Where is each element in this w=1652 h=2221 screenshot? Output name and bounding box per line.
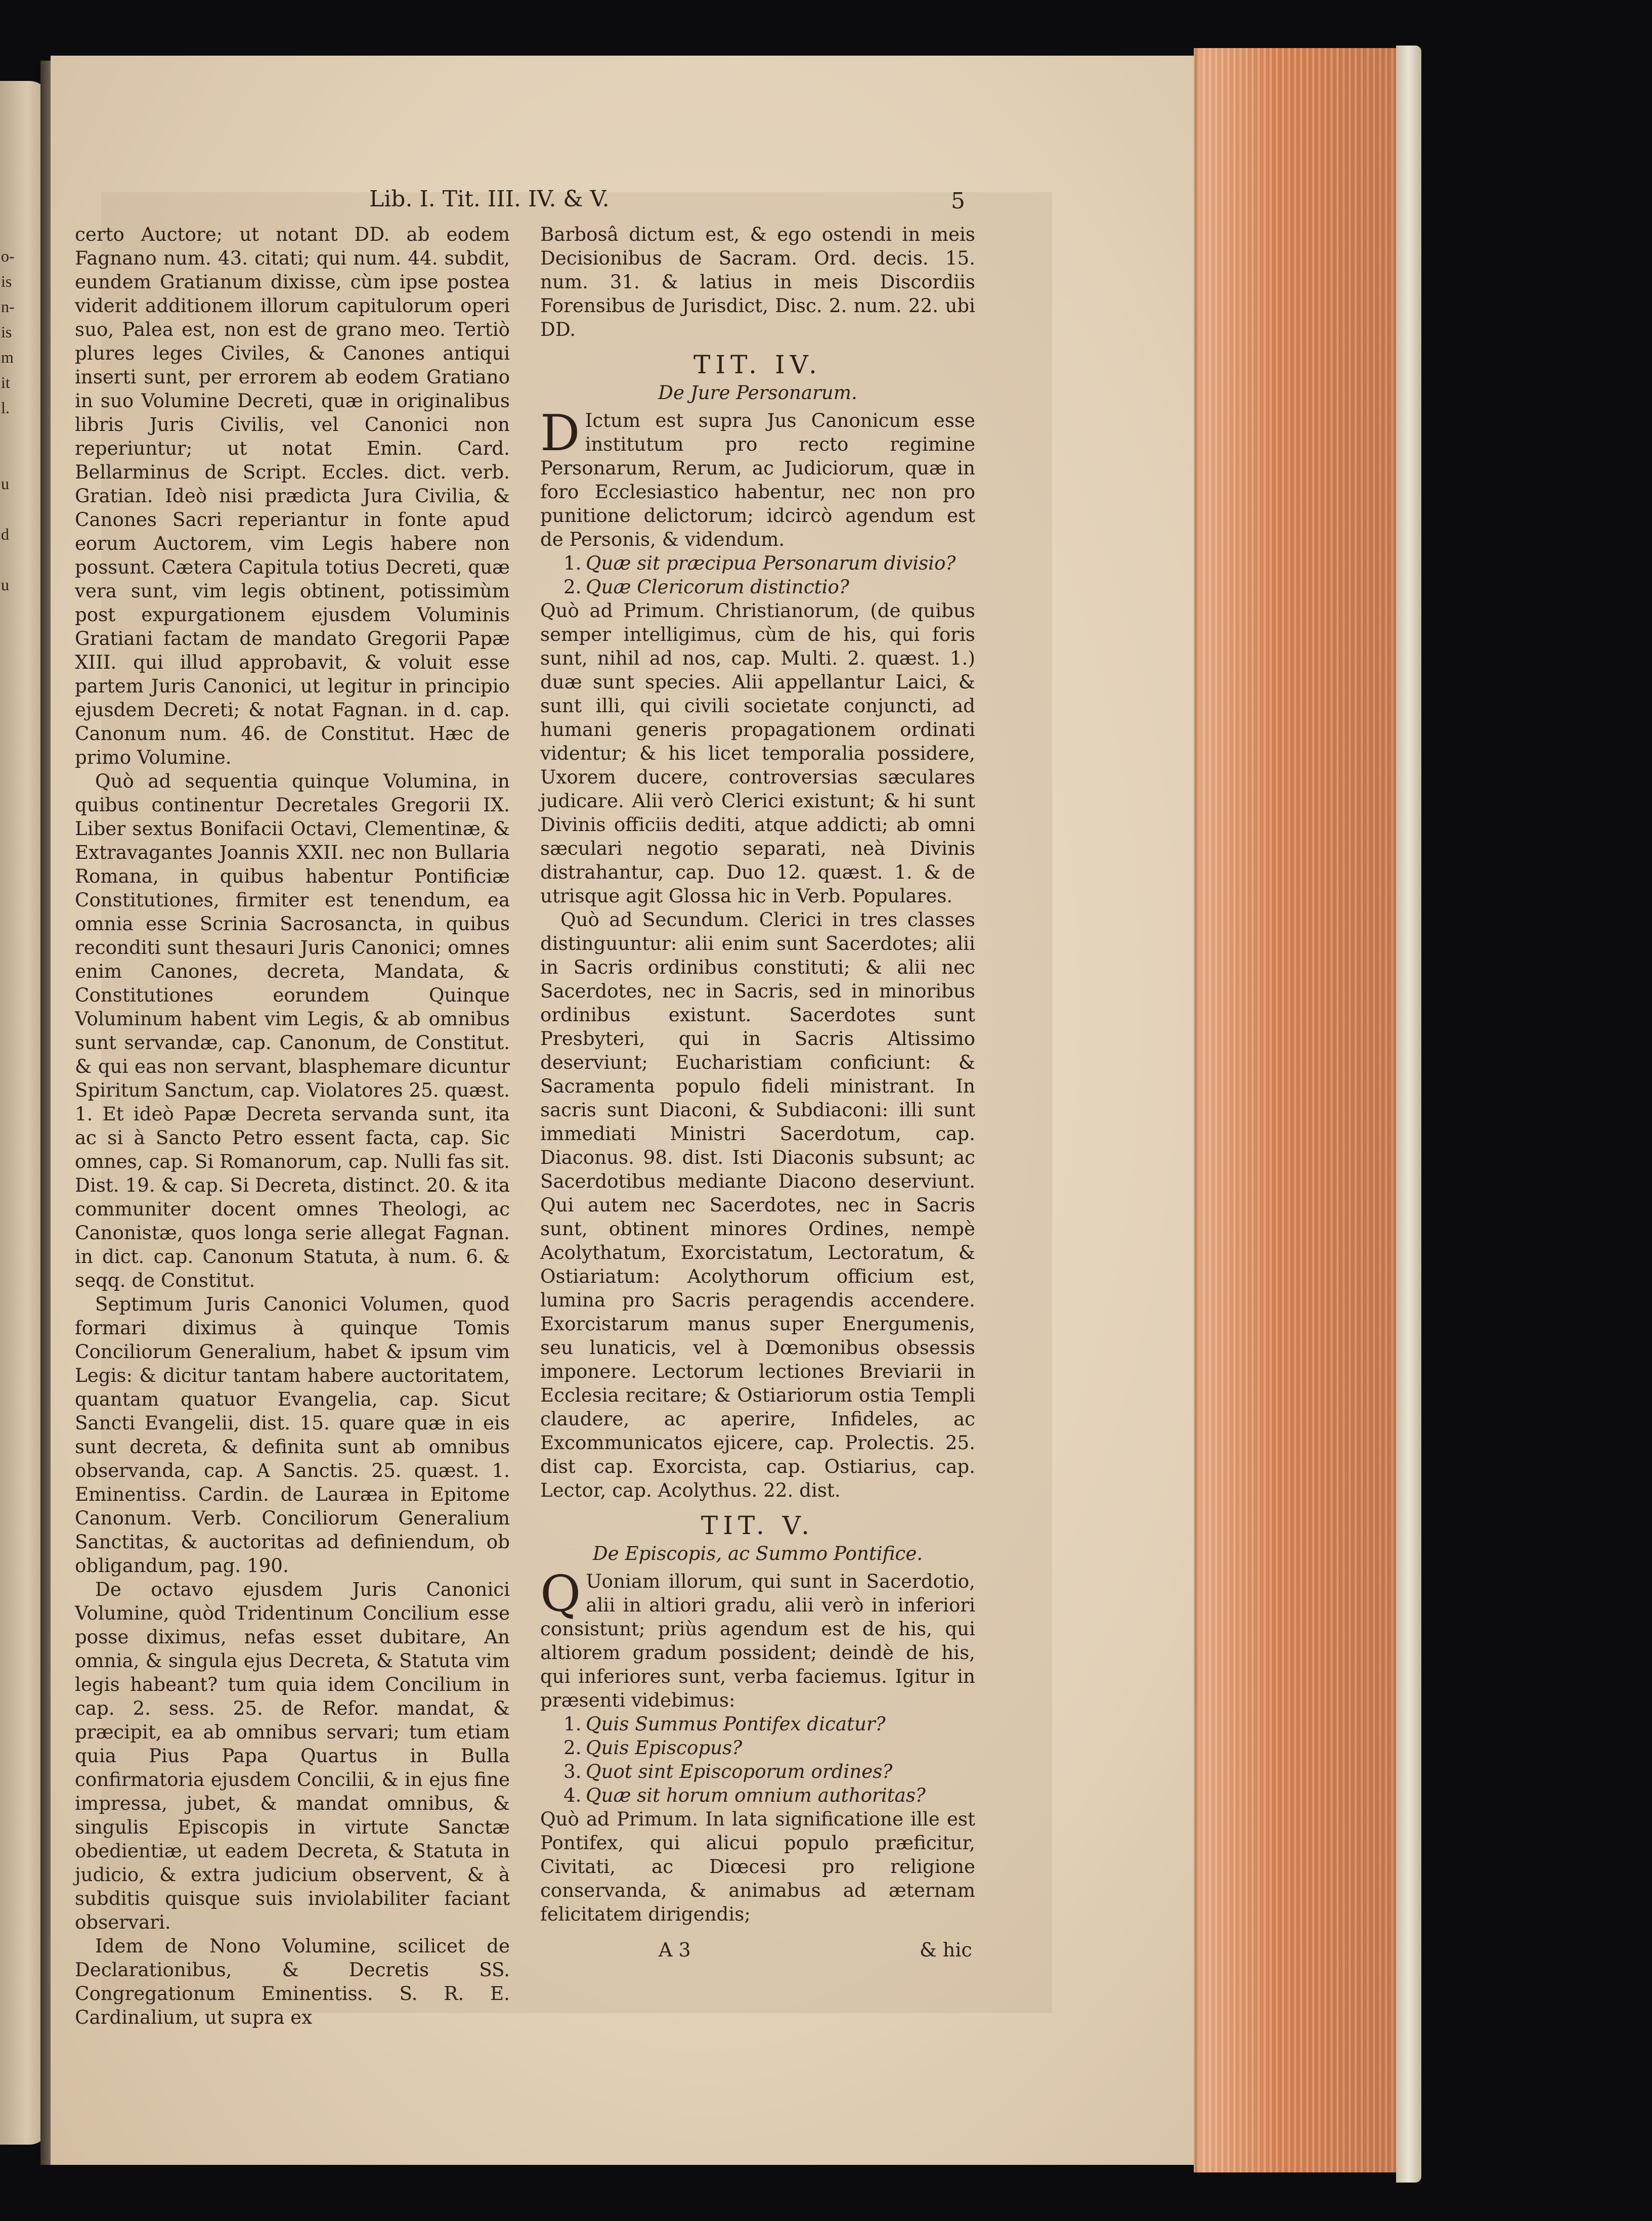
- paragraph-text: Ictum est supra Jus Canonicum esse institutum pro recto regimine Personarum, Rerum, ac Judiciorum, quæ in foro Ecclesiastico habentur, nec non pro punitione delictorum; idcircò agendum est de Personis, & videndum.: [540, 409, 975, 550]
- paragraph: Quò ad Primum. In lata significatione ille est Pontifex, qui alicui populo præficitur, Civitati, ac Diœcesi pro religione conservanda, & animabus ad æternam felicitatem dirigendis;: [540, 1808, 975, 1925]
- prev-page-fragment: is: [1, 323, 12, 341]
- catchword: & hic: [920, 1939, 972, 1961]
- dropcap: Q: [540, 1565, 581, 1623]
- prev-page-fragment: n-: [1, 297, 15, 316]
- title-tit-v: TIT. V.: [701, 1511, 815, 1540]
- paragraph: Barbosâ dictum est, & ego ostendi in meis Decisionibus de Sacram. Ord. decis. 15. num. 31. & latius in meis Discordiis Forensibus de Jurisdict, Disc. 2. num. 22. ubi DD.: [540, 223, 975, 340]
- paragraph: Idem de Nono Volumine, scilicet de Declarationibus, & Decretis SS. Congregationum Eminentiss. S. R. E. Cardinalium, ut supra ex: [75, 1935, 510, 2028]
- question-item: 2. Quis Episcopus?: [563, 1736, 743, 1759]
- question-item: 4. Quæ sit horum omnium authoritas?: [563, 1784, 926, 1806]
- question-list: [540, 1712, 975, 1807]
- paragraph: Septimum Juris Canonici Volumen, quod formari diximus à quinque Tomis Conciliorum Generalium, habet & ipsum vim Legis: & dicitur tantam habere auctoritatem, quantam quatuor Evangelia, cap. Sicut Sancti Evangelii, dist. 15. quare quæ in eis sunt decreta, & definita sunt ab omnibus observanda, cap. A Sanctis. 25. quæst. 1. Eminentiss. Cardin. de Lauræa in Epitome Canonum. Verb. Conciliorum Generalium Sanctitas, & auctoritas ad definiendum, ob obligandum, pag. 190.: [75, 1293, 510, 1577]
- dropcap: D: [540, 405, 580, 462]
- subtitle-tit-iv: De Jure Personarum.: [658, 381, 857, 404]
- right-column: [540, 223, 975, 1952]
- question-item: 2. Quæ Clericorum distinctio?: [563, 576, 849, 598]
- book-cover-edge: [1396, 46, 1421, 2183]
- question-item: 1. Quæ sit præcipua Personarum divisio?: [563, 552, 956, 574]
- page-edges-highlight: [1199, 48, 1401, 2172]
- paragraph: Quò ad Primum. Christianorum, (de quibus semper intelligimus, cùm de his, qui foris sunt, nihil ad nos, cap. Multi. 2. quæst. 1.) duæ sunt species. Alii appellantur Laici, & sunt illi, qui civili societate conjuncti, ad humani generis propagationem ordinati videntur; & his licet temporalia possidere, Uxorem ducere, controversias sæculares judicare. Alii verò Clerici existunt; & hi sunt Divinis officiis dediti, atque addicti; ab omni sæculari negotio separati, neà Divinis distrahantur, cap. Duo 12. quæst. 1. & de utrisque agit Glossa hic in Verb. Populares.: [540, 599, 975, 907]
- prev-page-fragment: m: [1, 348, 14, 366]
- paragraph-with-dropcap: [540, 1565, 975, 1712]
- prev-page-fragment: u: [1, 474, 9, 493]
- prev-page-fragment: is: [1, 272, 12, 290]
- prev-page-fragment: d: [1, 525, 9, 543]
- prev-page-fragment: l.: [1, 399, 10, 417]
- title-tit-iv: TIT. IV.: [693, 350, 822, 379]
- left-column: [75, 223, 510, 2028]
- running-head: Lib. I. Tit. III. IV. & V.: [369, 186, 610, 212]
- question-item: 3. Quot sint Episcoporum ordines?: [563, 1760, 893, 1782]
- question-item: 1. Quis Summus Pontifex dicatur?: [563, 1713, 886, 1735]
- page-number: 5: [951, 188, 965, 214]
- paragraph-with-dropcap: [540, 405, 975, 551]
- prev-page-fragment: u: [1, 576, 9, 594]
- paragraph: Quò ad sequentia quinque Volumina, in quibus continentur Decretales Gregorii IX. Liber sextus Bonifacii Octavi, Clementinæ, & Extravagantes Joannis XXII. nec non Bullaria Romana, in quibus habentur Pontificiæ Constitutiones, firmiter est tenendum, ea omnia esse Scrinia Sacrosancta, in quibus reconditi sunt thesauri Juris Canonici; omnes enim Canones, decreta, Mandata, & Constitutiones eorundem Quinque Voluminum habent vim Legis, & ab omnibus sunt servandæ, cap. Canonum, de Constitut. & qui eas non servant, blasphemare dicuntur Spiritum Sanctum, cap. Violatores 25. quæst. 1. Et ideò Papæ Decreta servanda sunt, ita ac si à Sancto Petro essent facta, cap. Sic omnes, cap. Si Romanorum, cap. Nulli fas sit. Dist. 19. & cap. Si Decreta, distinct. 20. & ita communiter docent omnes Theologi, ac Canonistæ, quos longa serie allegat Fagnan. in dict. cap. Canonum Statuta, à num. 6. & seqq. de Constitut.: [75, 770, 510, 1291]
- paragraph: certo Auctore; ut notant DD. ab eodem Fagnano num. 43. citati; qui num. 44. subdit, eundem Gratianum dixisse, cùm ipse postea viderit additionem illorum capitulorum operi suo, Palea est, non est de grano meo. Tertiò plures leges Civiles, & Canones antiqui inserti sunt, per errorem ab eodem Gratiano in suo Volumine Decreti, quæ in originalibus libris Juris Civilis, vel Canonici non reperiuntur; ut notat Emin. Card. Bellarminus de Script. Eccles. dict. verb. Gratian. Ideò nisi prædicta Jura Civilia, & Canones Sacri reperiantur in fonte apud eorum Auctorem, vim Legis habere non possunt. Cætera Capitula totius Decreti, quæ vera sunt, vim legis obtinent, potissimùm post expurgationem ejusdem Voluminis Gratiani factam de mandato Gregorii Papæ XIII. qui illud approbavit, & voluit esse partem Juris Canonici, ut legitur in principio ejusdem Decreti; & notat Fagnan. in d. cap. Canonum num. 46. de Constitut. Hæc de primo Volumine.: [75, 223, 510, 768]
- prev-page-fragment: o-: [1, 247, 15, 265]
- question-list: [540, 551, 975, 599]
- paragraph-text: Uoniam illorum, qui sunt in Sacerdotio, alii in altiori gradu, alii verò in inferiori consistunt; priùs agendum est de his, qui altiorem gradum possident; deindè de his, qui inferiores sunt, verba faciemus. Igitur in præsenti videbimus:: [540, 1570, 975, 1711]
- signature-mark: A 3: [659, 1939, 691, 1961]
- prev-page-fragment: it: [1, 373, 10, 391]
- subtitle-tit-v: De Episcopis, ac Summo Pontifice.: [592, 1542, 923, 1564]
- paragraph: De octavo ejusdem Juris Canonici Volumine, quòd Tridentinum Concilium esse posse diximus, nefas esset dubitare, An omnia, & singula ejus Decreta, & Statuta vim legis habeant? tum quia idem Concilium in cap. 2. sess. 25. de Refor. mandat, & præcipit, ea ab omnibus servari; tum etiam quia Pius Papa Quartus in Bulla confirmatoria ejusdem Concilii, & in ejus fine impressa, jubet, & mandat omnibus, & singulis Episcopis in virtute Sanctæ obedientiæ, ut eadem Decreta, & Statuta in judicio, & extra judicium observent, & à subditis quisque suis inviolabiliter faciant observari.: [75, 1578, 510, 1933]
- paragraph: Quò ad Secundum. Clerici in tres classes distinguuntur: alii enim sunt Sacerdotes; alii in Sacris ordinibus constituti; & alii nec Sacerdotes, nec in Sacris, sed in minoribus ordinibus existunt. Sacerdotes sunt Presbyteri, qui in Sacris Altissimo deserviunt; Eucharistiam conficiunt: & Sacramenta populo fideli ministrant. In sacris sunt Diaconi, & Subdiaconi: illi sunt immediati Ministri Sacerdotum, cap. Diaconus. 98. dist. Isti Diaconis subsunt; ac Sacerdotibus mediante Diacono deserviunt. Qui autem nec Sacerdotes, nec in Sacris sunt, obtinent minores Ordines, nempè Acolythatum, Exorcistatum, Lectoratum, & Ostiariatum: Acolythorum officium est, lumina pro Sacris peragendis accendere. Exorcistarum manus super Energumenis, seu lunaticis, vel à Dœmonibus obsessis imponere. Lectorum lectiones Breviarii in Ecclesia recitare; & Ostiariorum ostia Templi claudere, ac aperire, Infideles, ac Excommunicatos ejicere, cap. Prolectis. 25. dist cap. Exorcista, cap. Ostiarius, cap. Lector, cap. Acolythus. 22. dist.: [540, 908, 975, 1501]
